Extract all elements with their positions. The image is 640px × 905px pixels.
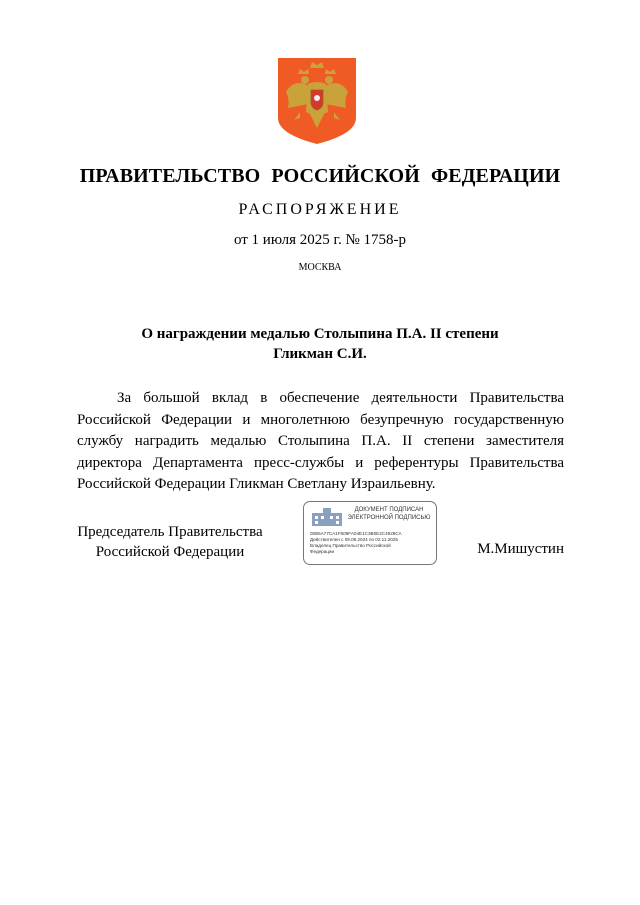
coat-of-arms-icon xyxy=(276,56,358,146)
certificate-owner-line-2: Федерации xyxy=(310,549,335,554)
stamp-title xyxy=(346,507,432,522)
certificate-owner-line-1: Владелец Правительство Российской xyxy=(310,543,391,548)
stamp-title-line-1: ДОКУМЕНТ ПОДПИСАН xyxy=(354,507,424,513)
stamp-title-line-2: ЭЛЕКТРОННОЙ ПОДПИСЬЮ xyxy=(347,514,431,521)
city-label: МОСКВА xyxy=(298,262,342,273)
certificate-serial: 00B5A77CA1F609FA04E1C3B0E2C4928CA xyxy=(310,531,402,536)
government-building-icon xyxy=(310,507,344,527)
government-title: ПРАВИТЕЛЬСТВО РОССИЙСКОЙ ФЕДЕРАЦИИ xyxy=(79,165,561,187)
document-subject xyxy=(0,324,640,364)
electronic-signature-stamp xyxy=(303,501,437,565)
date-number-line: от 1 июля 2025 г. № 1758-р xyxy=(233,232,407,248)
signer-position xyxy=(70,522,270,562)
signer-name: М.Мишустин xyxy=(477,541,564,557)
subject-line-1: О награждении медалью Столыпина П.А. II степени xyxy=(141,326,499,342)
document-type: РАСПОРЯЖЕНИЕ xyxy=(238,201,402,218)
subject-line-2: Гликман С.И. xyxy=(273,346,367,362)
body-paragraph: За большой вклад в обеспечение деятельности Правительства Российской Федерации и многолетнюю безупречную государственную службу наградить медалью Столыпина П.А. II степени заместителя директора Департамента пресс-службы и референтуры Правительства Российской Федерации Гликман Светлану Израильевну. xyxy=(77,390,564,492)
certificate-validity: Действителен с 09.08.2024 по 02.11.2025 xyxy=(310,537,398,542)
stamp-details xyxy=(310,531,434,555)
signer-position-line-1: Председатель Правительства xyxy=(77,524,263,540)
signer-position-line-2: Российской Федерации xyxy=(95,544,245,560)
